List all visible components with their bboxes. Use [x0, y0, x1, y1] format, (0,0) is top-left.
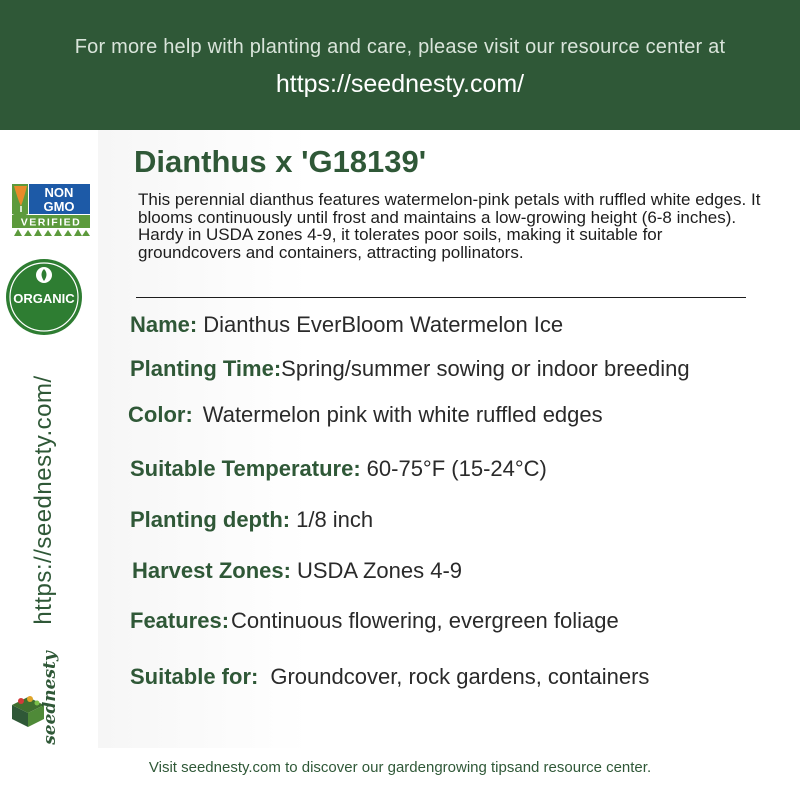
product-card — [98, 130, 800, 748]
organic-badge — [4, 257, 84, 337]
spec-label: Color: — [128, 402, 193, 427]
footer-message: Visit seednesty.com to discover our gardengrowing tipsand resource center. — [148, 759, 652, 776]
banner-message: For more help with planting and care, please visit our resource center at — [74, 36, 726, 58]
spec-color — [128, 402, 603, 428]
butterfly-icon — [12, 184, 28, 216]
spec-value: Dianthus EverBloom Watermelon Ice — [203, 312, 564, 337]
spec-planting-time — [130, 356, 690, 382]
spec-value: 1/8 inch — [296, 507, 374, 532]
divider — [136, 297, 746, 298]
spec-suitable-for — [130, 664, 649, 690]
non-gmo-line2: GMO — [43, 199, 75, 214]
spec-label: Name: — [130, 312, 198, 337]
footer — [0, 748, 800, 800]
organic-label: ORGANIC — [13, 291, 75, 306]
non-gmo-line1: NON — [44, 185, 74, 200]
vertical-url-link[interactable]: https://seednesty.com/ — [30, 375, 57, 625]
spec-label: Planting Time: — [130, 356, 282, 381]
spec-name — [130, 312, 563, 338]
spec-harvest-zones — [132, 558, 462, 584]
spec-label: Harvest Zones: — [132, 558, 291, 583]
spec-temperature — [130, 456, 547, 482]
left-sidebar — [0, 130, 98, 748]
spec-label: Features: — [130, 608, 230, 633]
product-title: Dianthus x 'G18139' — [134, 144, 427, 179]
spec-value: Groundcover, rock gardens, containers — [270, 664, 650, 689]
brand-logo-text: seednesty — [40, 651, 60, 745]
spec-value: 60-75°F (15-24°C) — [366, 456, 547, 481]
spec-planting-depth — [130, 507, 373, 533]
spec-label: Planting depth: — [130, 507, 291, 532]
spec-features — [130, 608, 619, 634]
product-description: This perennial dianthus features watermelon-pink petals with ruffled white edges. It blooms continuously until frost and maintains a low-growing height (6-8 inches). Hardy in USDA zones 4-9, it tolerates poor soils, making it suitable for groundcovers and containers, attracting pollinators. — [138, 190, 761, 262]
spec-value: Continuous flowering, evergreen foliage — [231, 608, 619, 633]
spec-value: USDA Zones 4-9 — [296, 558, 463, 583]
spec-value: Watermelon pink with white ruffled edges — [202, 402, 603, 427]
leaf-icon — [36, 267, 52, 283]
top-banner — [0, 0, 800, 130]
spec-label: Suitable Temperature: — [130, 456, 361, 481]
spec-label: Suitable for: — [130, 664, 259, 689]
banner-url-link[interactable]: https://seednesty.com/ — [275, 70, 525, 98]
non-gmo-badge — [8, 178, 94, 240]
non-gmo-line3: VERIFIED — [20, 216, 82, 229]
spec-value: Spring/summer sowing or indoor breeding — [281, 356, 690, 381]
